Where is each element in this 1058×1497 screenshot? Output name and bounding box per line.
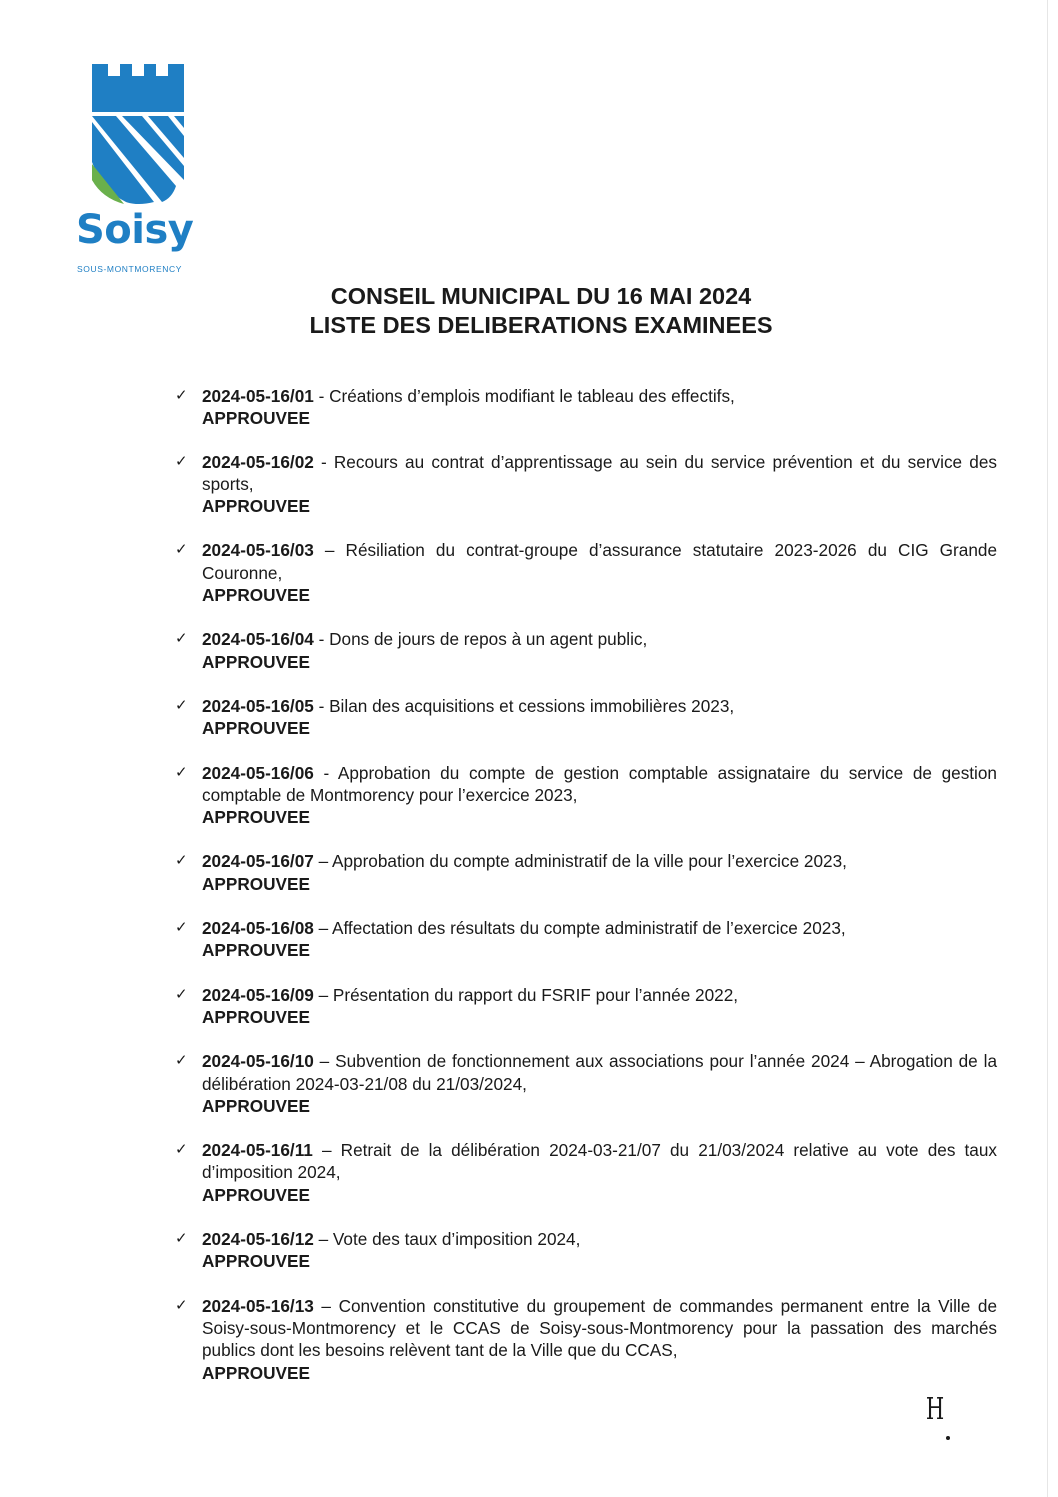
- deliberation-number: 2024-05-16/06: [202, 762, 314, 783]
- deliberation-subject: Créations d’emplois modifiant le tableau des effectifs,: [329, 386, 735, 406]
- deliberation-item: [175, 1295, 997, 1384]
- deliberation-subject: Subvention de fonctionnement aux associations pour l’année 2024 – Abrogation de la délibération 2024-03-21/08 du 21/03/2024,: [202, 1051, 997, 1094]
- separator: -: [313, 386, 330, 406]
- deliberation-subject: Approbation du compte de gestion comptable assignataire du service de gestion comptable de Montmorency pour l’exercice 2023,: [202, 762, 997, 805]
- deliberation-subject: Bilan des acquisitions et cessions immobilières 2023,: [329, 695, 735, 716]
- checkmark-icon: ✓: [175, 852, 188, 870]
- deliberation-subject: Affectation des résultats du compte administratif de l’exercice 2023,: [331, 918, 846, 939]
- checkmark-icon: ✓: [175, 919, 188, 937]
- checkmark-icon: ✓: [175, 1052, 188, 1070]
- deliberation-text: [202, 1139, 997, 1184]
- deliberation-number: 2024-05-16/03: [202, 540, 314, 561]
- deliberation-subject: Recours au contrat d’apprentissage au sein du service prévention et du service des sports,: [202, 451, 997, 494]
- deliberation-number: 2024-05-16/13: [202, 1295, 314, 1316]
- deliberation-item: [175, 762, 997, 829]
- deliberation-item: [175, 850, 997, 895]
- deliberation-item: [175, 1228, 997, 1273]
- deliberation-number: 2024-05-16/05: [202, 695, 314, 716]
- separator: –: [313, 918, 332, 939]
- deliberation-text: [202, 539, 997, 584]
- deliberation-text: [202, 451, 997, 496]
- document-title: [0, 282, 1058, 340]
- checkmark-icon: ✓: [175, 696, 188, 714]
- deliberation-status: APPROUVEE: [202, 807, 310, 828]
- separator: -: [313, 695, 330, 716]
- checkmark-icon: ✓: [175, 452, 188, 470]
- deliberation-status: APPROUVEE: [202, 496, 310, 517]
- deliberation-subject: Résiliation du contrat-groupe d’assurance statutaire 2023-2026 du CIG Grande Couronne,: [202, 540, 998, 583]
- checkmark-icon: ✓: [175, 541, 188, 559]
- deliberation-subject: Dons de jours de repos à un agent public,: [329, 629, 648, 650]
- separator: -: [313, 629, 330, 650]
- deliberation-number: 2024-05-16/08: [202, 918, 314, 939]
- separator: –: [313, 851, 332, 872]
- checkmark-icon: ✓: [175, 630, 188, 648]
- deliberation-item: [175, 984, 997, 1029]
- separator: –: [312, 1140, 341, 1161]
- checkmark-icon: ✓: [175, 1230, 188, 1248]
- checkmark-icon: ✓: [175, 763, 188, 781]
- deliberation-text: [202, 1295, 997, 1362]
- deliberation-subject: Présentation du rapport du FSRIF pour l’année 2022,: [332, 984, 739, 1005]
- deliberation-subject: Vote des taux d’imposition 2024,: [332, 1229, 581, 1250]
- deliberation-status: APPROUVEE: [202, 1362, 310, 1383]
- page-edge-line: [1047, 0, 1048, 1497]
- deliberation-number: 2024-05-16/11: [202, 1140, 313, 1161]
- deliberation-item: [175, 539, 997, 606]
- logo-name: Soisy: [76, 207, 194, 253]
- logo-subtitle: SOUS-MONTMORENCY: [77, 264, 182, 274]
- separator: –: [313, 1295, 339, 1316]
- deliberation-number: 2024-05-16/12: [202, 1229, 314, 1250]
- deliberation-subject: Retrait de la délibération 2024-03-21/07 du 21/03/2024 relative au vote des taux d’imposition 2024,: [202, 1140, 998, 1183]
- deliberation-text: [202, 628, 997, 650]
- deliberation-text: [202, 695, 997, 717]
- deliberation-number: 2024-05-16/10: [202, 1051, 314, 1072]
- deliberation-number: 2024-05-16/09: [202, 984, 314, 1005]
- separator: -: [313, 451, 334, 472]
- deliberation-item: [175, 1139, 997, 1206]
- deliberation-subject: Approbation du compte administratif de la ville pour l’exercice 2023,: [331, 851, 847, 872]
- deliberation-status: APPROUVEE: [202, 1251, 310, 1272]
- deliberation-subject: Convention constitutive du groupement de commandes permanent entre la Ville de Soisy-sous-Montmorency et le CCAS de Soisy-sous-Montmorency pour la passation des marchés publics dont les besoins relèvent tant de la Ville que du CCAS,: [202, 1295, 997, 1361]
- separator: –: [313, 984, 333, 1005]
- title-line-1: CONSEIL MUNICIPAL DU 16 MAI 2024: [330, 283, 752, 309]
- ink-dot: [946, 1436, 950, 1440]
- title-line-2: LISTE DES DELIBERATIONS EXAMINEES: [309, 312, 773, 338]
- deliberation-number: 2024-05-16/01: [202, 386, 314, 406]
- deliberation-status: APPROUVEE: [202, 585, 310, 606]
- separator: -: [313, 762, 338, 783]
- soisy-logo: [76, 62, 208, 208]
- deliberation-text: [202, 1050, 997, 1095]
- deliberation-item: [175, 1050, 997, 1117]
- deliberation-item: [175, 695, 997, 740]
- deliberation-item: [175, 628, 997, 673]
- deliberation-status: APPROUVEE: [202, 873, 310, 894]
- deliberations-list: [175, 385, 997, 1384]
- deliberation-item: [175, 451, 997, 518]
- separator: –: [313, 540, 346, 561]
- checkmark-icon: ✓: [175, 387, 188, 404]
- deliberation-status: APPROUVEE: [202, 718, 310, 739]
- castle-shield-icon: [76, 62, 208, 208]
- deliberation-status: APPROUVEE: [202, 940, 310, 961]
- deliberation-item: [175, 917, 997, 962]
- deliberation-number: 2024-05-16/02: [202, 451, 314, 472]
- handwritten-initials: H: [925, 1392, 945, 1427]
- deliberation-number: 2024-05-16/04: [202, 629, 314, 650]
- deliberation-status: APPROUVEE: [202, 408, 310, 429]
- deliberation-status: APPROUVEE: [202, 1184, 310, 1205]
- deliberation-text: [202, 984, 997, 1006]
- separator: –: [313, 1051, 336, 1072]
- deliberation-text: [202, 762, 997, 807]
- deliberation-status: APPROUVEE: [202, 1006, 310, 1027]
- checkmark-icon: ✓: [175, 985, 188, 1003]
- deliberation-status: APPROUVEE: [202, 651, 310, 672]
- deliberation-text: [202, 917, 997, 939]
- deliberation-text: [202, 850, 997, 872]
- checkmark-icon: ✓: [175, 1296, 188, 1314]
- separator: –: [313, 1229, 333, 1250]
- deliberation-status: APPROUVEE: [202, 1095, 310, 1116]
- deliberation-item: [175, 385, 997, 430]
- checkmark-icon: ✓: [175, 1141, 188, 1159]
- deliberation-number: 2024-05-16/07: [202, 851, 314, 872]
- deliberation-text: [202, 1228, 997, 1250]
- deliberation-text: [202, 385, 997, 407]
